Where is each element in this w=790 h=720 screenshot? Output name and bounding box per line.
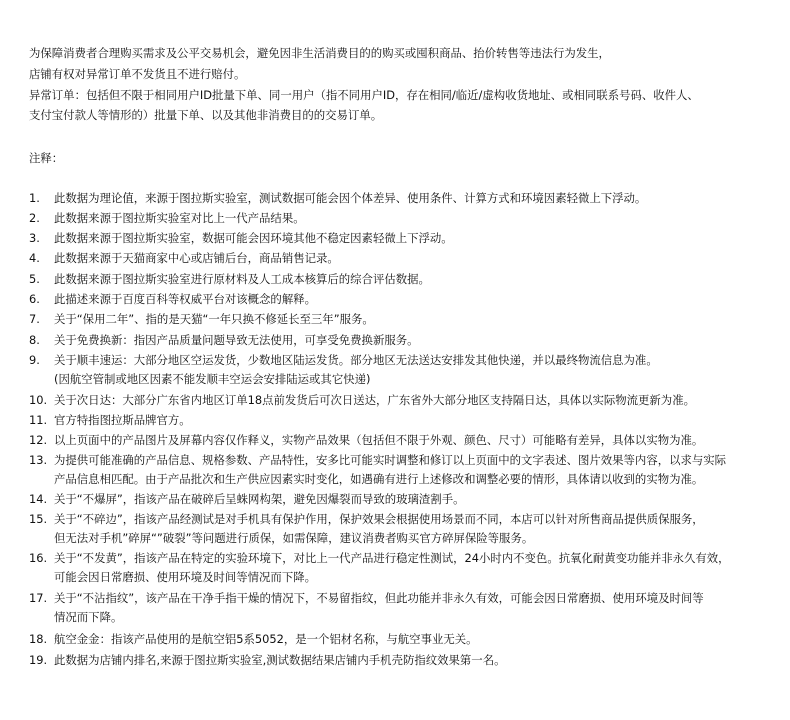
note-number: 13. <box>29 453 48 467</box>
note-number: 15. <box>29 512 48 526</box>
note-text <box>54 270 430 289</box>
note-text <box>54 431 703 450</box>
note-line: 情况而下降。 <box>54 609 123 624</box>
note-text <box>54 351 658 388</box>
note-text <box>54 189 646 208</box>
note-number: 5. <box>29 272 40 286</box>
note-number: 16. <box>29 551 48 565</box>
note-line: 此描述来源于百度百科等权威平台对该概念的解释。 <box>54 292 316 306</box>
note-line: 此数据来源于天猫商家中心或店铺后台，商品销售记录。 <box>54 251 339 265</box>
note-number: 1. <box>29 191 40 205</box>
note-number: 10. <box>29 393 48 407</box>
note-number: 17. <box>29 591 48 605</box>
note-number: 7. <box>29 312 40 326</box>
note-text <box>54 209 305 228</box>
note-number: 18. <box>29 632 48 646</box>
note-line: 以上页面中的产品图片及屏幕内容仅作释义，实物产品效果（包括但不限于外观、颜色、尺寸）可能略有差异，具体以实物为准。 <box>54 433 704 447</box>
note-text <box>54 331 419 350</box>
note-line: 航空金金：指该产品使用的是航空铝5系5052，是一个铝材名称，与航空事业无关。 <box>54 632 478 646</box>
note-text <box>54 510 704 547</box>
note-text <box>54 490 464 509</box>
note-number: 9. <box>29 353 40 367</box>
note-text <box>54 630 478 649</box>
note-line: 关于顺丰速运：大部分地区空运发货，少数地区陆运发货。部分地区无法送达安排发其他快递，并以最终物流信息为准。 <box>54 353 658 367</box>
note-number: 4. <box>29 251 40 265</box>
note-line: 关于“不碎边”，指该产品经测试是对手机具有保护作用，保护效果会根据使用场景而不同，本店可以针对所售商品提供质保服务， <box>54 512 704 526</box>
note-text <box>54 451 726 488</box>
note-line: 关于“不爆屏”，指该产品在破碎后呈蛛网构架，避免因爆裂而导致的玻璃渣割手。 <box>54 492 465 506</box>
note-number: 12. <box>29 433 48 447</box>
note-text <box>54 391 695 410</box>
note-text <box>54 411 191 430</box>
note-number: 11. <box>29 413 48 427</box>
note-line: 官方特指图拉斯品牌官方。 <box>54 413 191 427</box>
note-line: 关于“不发黄”，指该产品在特定的实验环境下，对比上一代产品进行稳定性测试，24小时内不变色。抗氧化耐黄变功能并非永久有效， <box>54 551 730 565</box>
note-text <box>54 589 704 626</box>
note-line: 可能会因日常磨损、使用环境及时间等情况而下降。 <box>54 569 316 584</box>
note-line: 此数据来源于图拉斯实验室，数据可能会因环境其他不稳定因素轻微上下浮动。 <box>54 231 453 245</box>
note-text <box>54 310 374 329</box>
note-line: 关于“不沾指纹”，该产品在干净手指干燥的情况下，不易留指纹，但此功能并非永久有效，可能会因日常磨损、使用环境及时间等 <box>54 591 704 605</box>
note-number: 3. <box>29 231 40 245</box>
note-line: 此数据来源于图拉斯实验室对比上一代产品结果。 <box>54 211 305 225</box>
note-text <box>54 651 505 670</box>
intro-line-4: 支付宝付款人等情形的）批量下单、以及其他非消费目的的交易订单。 <box>29 108 383 122</box>
note-line: (因航空管制或地区因素不能发顺丰空运会安排陆运或其它快递) <box>54 371 371 386</box>
intro-line-1: 为保障消费者合理购买需求及公平交易机会，避免因非生活消费目的的购买或囤积商品、抬价转售等违法行为发生， <box>29 46 610 60</box>
note-number: 8. <box>29 333 40 347</box>
note-text <box>54 549 730 586</box>
note-line: 关于次日达：大部分广东省内地区订单18点前发货后可次日送达，广东省外大部分地区支持隔日达，具体以实际物流更新为准。 <box>54 393 695 407</box>
notes-title: 注释： <box>29 151 64 165</box>
intro-line-3: 异常订单：包括但不限于相同用户ID批量下单、同一用户（指不同用户ID，存在相同/临近/虚构收货地址、或相同联系号码、收件人、 <box>29 88 699 102</box>
note-number: 19. <box>29 653 48 667</box>
note-text <box>54 249 339 268</box>
note-line: 此数据来源于图拉斯实验室进行原材料及人工成本核算后的综合评估数据。 <box>54 272 430 286</box>
note-text <box>54 229 453 248</box>
note-number: 14. <box>29 492 48 506</box>
note-line: 为提供可能准确的产品信息、规格参数、产品特性，安多比可能实时调整和修订以上页面中的文字表述、图片效果等内容，以求与实际 <box>54 453 727 467</box>
note-line: 关于免费换新：指因产品质量问题导致无法使用，可享受免费换新服务。 <box>54 333 419 347</box>
note-line: 关于“保用二年”、指的是天猫“一年只换不修延长至三年”服务。 <box>54 312 374 326</box>
intro-line-2: 店铺有权对异常订单不发货且不进行赔付。 <box>29 67 246 81</box>
note-line: 此数据为理论值，来源于图拉斯实验室，测试数据可能会因个体差异、使用条件、计算方式和环境因素轻微上下浮动。 <box>54 191 647 205</box>
note-number: 2. <box>29 211 40 225</box>
note-line: 此数据为店铺内排名,来源于图拉斯实验室,测试数据结果店铺内手机壳防指纹效果第一名。 <box>54 653 506 667</box>
note-number: 6. <box>29 292 40 306</box>
note-line: 产品信息相匹配。由于产品批次和生产供应因素实时变化，如遇确有进行上述修改和调整必要的情形，具体请以收到的实物为准。 <box>54 471 704 486</box>
note-text <box>54 290 316 309</box>
note-line: 但无法对手机”碎屏“”破裂”等问题进行质保，如需保障，建议消费者购买官方碎屏保险等服务。 <box>54 530 534 545</box>
